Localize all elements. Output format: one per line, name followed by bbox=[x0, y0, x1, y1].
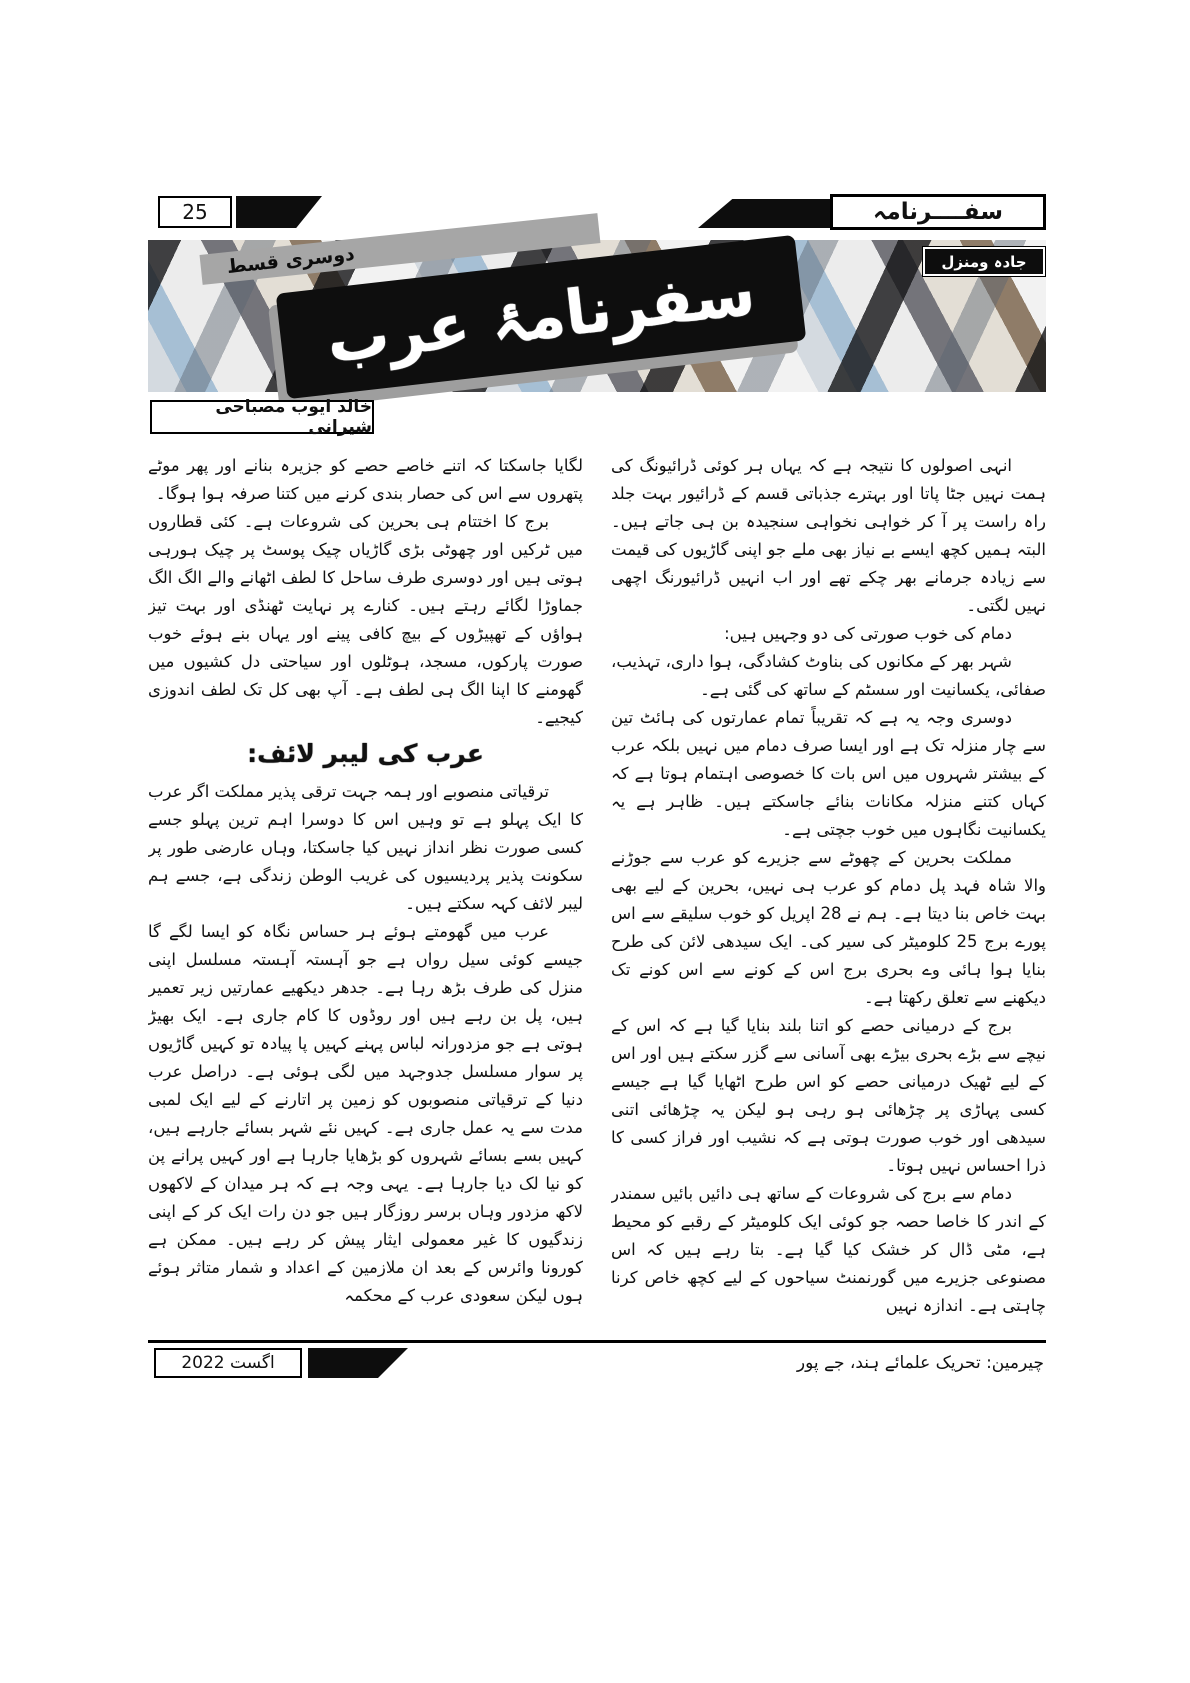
issue-date-box bbox=[154, 1348, 302, 1378]
article-subheading: عرب کی لیبر لائف: bbox=[247, 739, 484, 768]
article-paragraph: برج کے درمیانی حصے کو اتنا بلند بنایا گیا ہے کہ اس کے نیچے سے بڑے بحری بیڑے بھی آسانی سے گزر سکتے ہیں اور اس کے لیے ٹھیک درمیانی حصے کو اس طرح اٹھایا گیا ہے جیسے کسی پہاڑی پر چڑھائی ہو رہی ہو لیکن یہ چڑھائی اتنی سیدھی اور خوب صورت ہوتی ہے کہ نشیب اور فراز کسی کا ذرا احساس نہیں ہوتا۔ bbox=[611, 1016, 1046, 1175]
author-box bbox=[150, 397, 374, 437]
article-paragraph: برج کا اختتام ہی بحرین کی شروعات ہے۔ کئی قطاروں میں ٹرکیں اور چھوٹی بڑی گاڑیاں چیک پوسٹ پر چیک ہورہی ہوتی ہیں اور دوسری طرف ساحل کا لطف اٹھانے والے الگ الگ جماوڑا لگائے رہتے ہیں۔ کنارے پر نہایت ٹھنڈی اور بہت تیز ہواؤں کے تھپیڑوں کے بیچ کافی پینے اور یہاں بنے ہوئے خوب صورت پارکوں، مسجد، ہوٹلوں اور سیاحتی دل کشیوں میں گھومنے کا اپنا الگ ہی لطف ہے۔ آپ بھی کل تک لطف اندوزی کیجیے۔ bbox=[148, 512, 583, 727]
issue-date: اگست 2022 bbox=[181, 1353, 275, 1373]
article-paragraph: ترقیاتی منصوبے اور ہمہ جہت ترقی پذیر مملکت اگر عرب کا ایک پہلو ہے تو وہیں اس کا دوسرا اہم ترین پہلو جسے کسی صورت نظر انداز نہیں کیا جاسکتا، وہاں عارضی طور پر سکونت پذیر پردیسیوں کی غریب الوطن زندگی ہے، جسے ہم لیبر لائف کہہ سکتے ہیں۔ bbox=[148, 782, 583, 913]
footer-arrow-icon bbox=[308, 1348, 408, 1378]
kicker-box bbox=[922, 246, 1046, 277]
article-paragraph: دمام سے برج کی شروعات کے ساتھ ہی دائیں بائیں سمندر کے اندر کا خاصا حصہ جو کوئی ایک کلومیٹر کے رقبے کو محیط ہے، مٹی ڈال کر خشک کیا گیا ہے۔ بتا رہے ہیں کہ اس مصنوعی جزیرے میں گورنمنٹ سیاحوں کے لیے کچھ خاص کرنا چاہتی ہے۔ اندازہ نہیں bbox=[611, 1184, 1046, 1315]
page-footer bbox=[148, 1340, 1046, 1385]
article-paragraph: دوسری وجہ یہ ہے کہ تقریباً تمام عمارتوں کی ہائٹ تین سے چار منزلہ تک ہے اور ایسا صرف دمام میں نہیں بلکہ عرب کے بیشتر شہروں میں اس بات کا خصوصی اہتمام ہوتا ہے کہ کہاں کتنے منزلہ مکانات بنائے جاسکتے ہیں۔ ظاہر ہے یہ یکسانیت نگاہوں میں خوب جچتی ہے۔ bbox=[611, 708, 1046, 839]
column-left bbox=[148, 452, 583, 1336]
article-title: سفرنامۂ عرب bbox=[323, 255, 759, 378]
article-paragraph: انہی اصولوں کا نتیجہ ہے کہ یہاں ہر کوئی ڈرائیونگ کی ہمت نہیں جٹا پاتا اور بہترے جذباتی قسم کے ڈرائیور بہت جلد راہ راست پر آ کر خواہی نخواہی سنجیدہ بن ہی جاتے ہیں۔ البتہ ہمیں کچھ ایسے بے نیاز بھی ملے جو اپنی گاڑیوں کی قیمت سے زیادہ جرمانے بھر چکے تھے اور اب انہیں ڈرائیورنگ اچھی نہیں لگتی۔ bbox=[611, 456, 1046, 615]
title-banner bbox=[148, 240, 1046, 392]
header-arrow-icon bbox=[236, 196, 322, 228]
section-title-box bbox=[830, 194, 1046, 230]
kicker-label: جادہ ومنزل bbox=[925, 249, 1043, 274]
section-bar-icon bbox=[698, 199, 830, 228]
column-right bbox=[611, 452, 1046, 1336]
episode-label: دوسری قسط bbox=[225, 242, 356, 279]
article-paragraph: شہر بھر کے مکانوں کی بناوٹ کشادگی، ہوا داری، تہذیب، صفائی، یکسانیت اور سسٹم کے ساتھ کی گئی ہے۔ bbox=[611, 652, 1046, 699]
page-number-box bbox=[158, 196, 232, 228]
section-title: سفــــرنامہ bbox=[873, 199, 1003, 225]
article-paragraph: لگایا جاسکتا کہ اتنے خاصے حصے کو جزیرہ بنانے اور پھر موٹے پتھروں سے اس کی حصار بندی کرنے میں کتنا صرفہ ہوا ہوگا۔ bbox=[148, 456, 583, 503]
author-name: خالد ایوب مصباحی شیرانی bbox=[215, 397, 372, 437]
page-number: 25 bbox=[182, 200, 208, 224]
article-paragraph: دمام کی خوب صورتی کی دو وجہیں ہیں: bbox=[724, 624, 1012, 643]
footer-credit: چیرمین: تحریک علمائے ہند، جے پور bbox=[796, 1353, 1044, 1373]
article-body bbox=[148, 452, 1046, 1336]
article-paragraph: مملکت بحرین کے چھوٹے سے جزیرے کو عرب سے جوڑنے والا شاہ فہد پل دمام کو عرب ہی نہیں، بحرین کے لیے بھی بہت خاص بنا دیتا ہے۔ ہم نے 28 اپریل کو خوب سلیقے سے اس پورے برج 25 کلومیٹر کی سیر کی۔ ایک سیدھی لائن کی طرح بنایا ہوا ہائی وے بحری برج اس کے کونے سے اس کونے تک دیکھنے سے تعلق رکھتا ہے۔ bbox=[611, 848, 1046, 1007]
article-paragraph: عرب میں گھومتے ہوئے ہر حساس نگاہ کو ایسا لگے گا جیسے کوئی سیل رواں ہے جو آہستہ آہستہ مسلسل اپنی منزل کی طرف بڑھ رہا ہے۔ جدھر دیکھیے عمارتیں زیر تعمیر ہیں، پل بن رہے ہیں اور روڈوں کا کام جاری ہے۔ ایک بھیڑ ہوتی ہے جو مزدورانہ لباس پہنے کہیں پا پیادہ تو کہیں گاڑیوں پر سوار مسلسل جدوجہد میں لگی ہوئی ہے۔ دراصل عرب دنیا کے ترقیاتی منصوبوں کو زمین پر اتارنے کے لیے ایک لمبی مدت سے یہ عمل جاری ہے۔ کہیں نئے شہر بسائے جارہے ہیں، کہیں بسے بسائے شہروں کو بڑھایا جارہا ہے اور کہیں پرانے پن کو نیا لک دیا جارہا ہے۔ یہی وجہ ہے کہ ہر میدان کے لاکھوں لاکھ مزدور وہاں برسر روزگار ہیں جو دن رات ایک کر کے اپنی زندگیوں کا غیر معمولی ایثار پیش کر رہے ہیں۔ ممکن ہے کورونا وائرس کے بعد ان ملازمین کے اعداد و شمار متاثر ہوئے ہوں لیکن سعودی عرب کے محکمہ bbox=[148, 922, 583, 1305]
